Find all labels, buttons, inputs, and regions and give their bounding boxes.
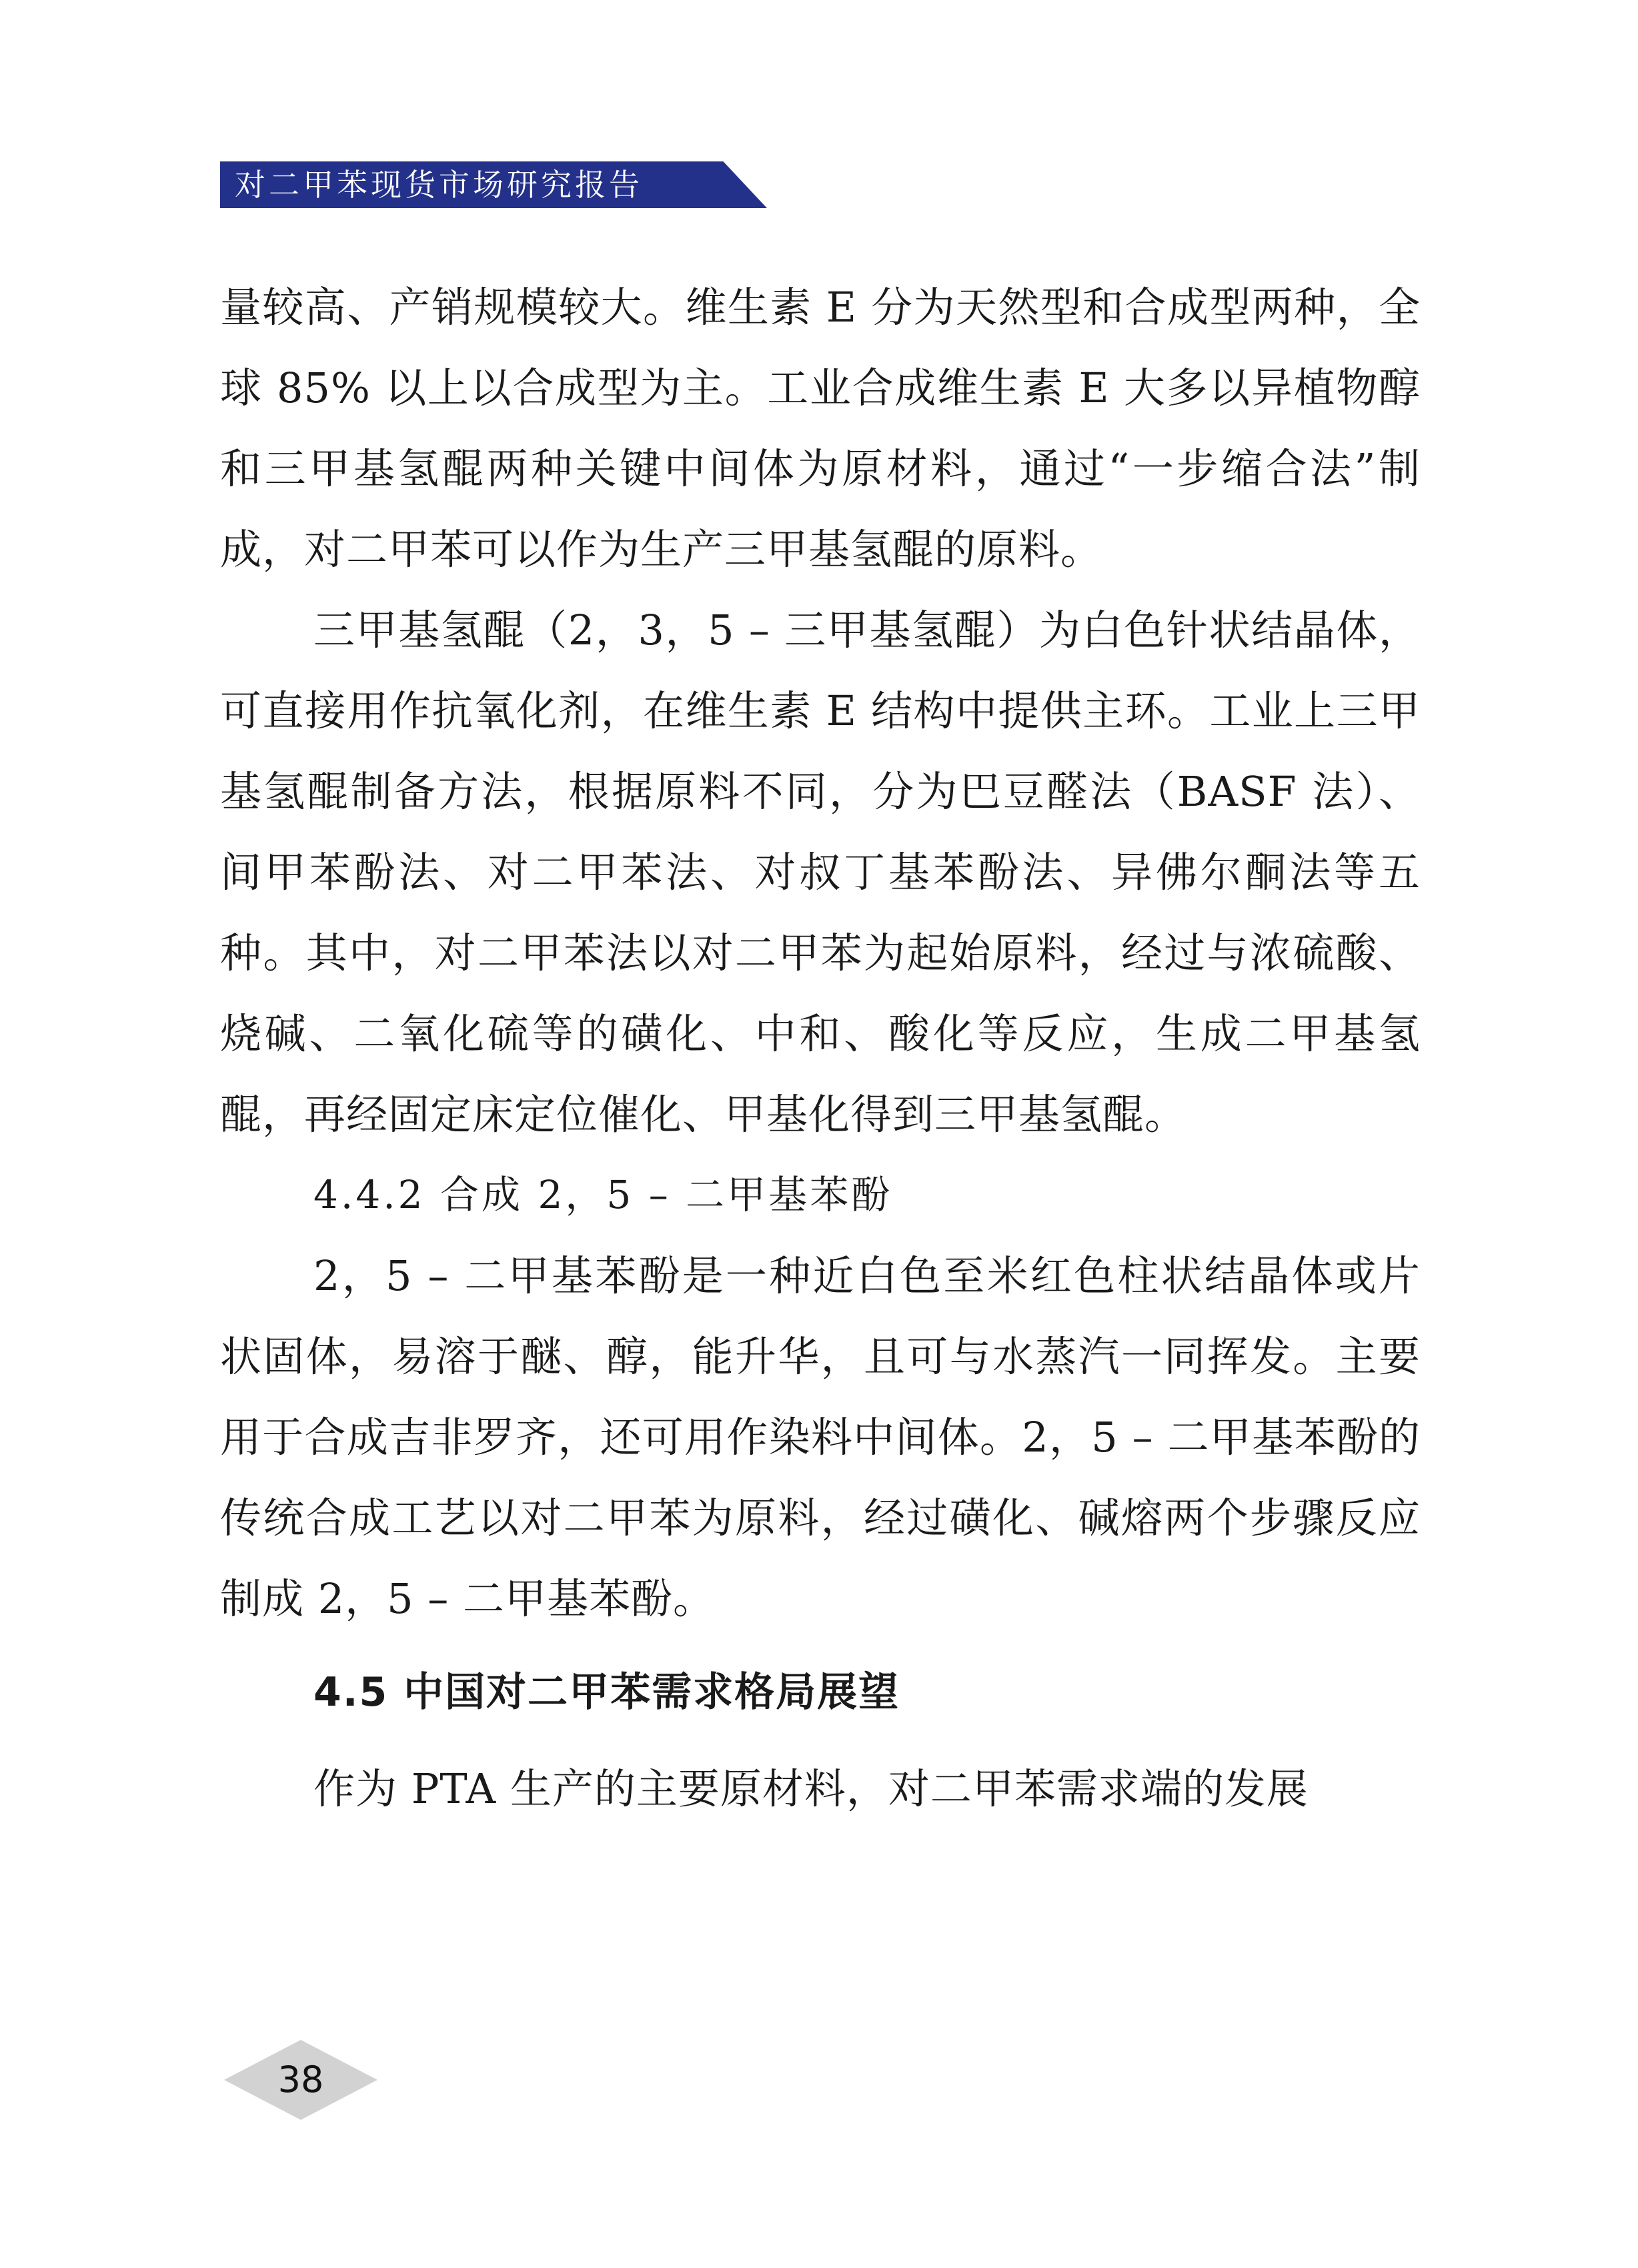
page-body <box>220 267 1421 1829</box>
subsection-heading-4-4-2: 4.4.2 合成 2，5 – 二甲基苯酚 <box>313 1172 893 1217</box>
running-header-title: 对二甲苯现货市场研究报告 <box>235 167 643 203</box>
paragraph-trimethylhydroquinone: 三甲基氢醌（2，3，5 – 三甲基氢醌）为白色针状结晶体，可直接用作抗氧化剂，在维生素 E 结构中提供主环。工业上三甲基氢醌制备方法，根据原料不同，分为巴豆醛法（BASF 法）、间甲苯酚法、对二甲苯法、对叔丁基苯酚法、异佛尔酮法等五种。其中，对二甲苯法以对二甲苯为起始原料，经过与浓硫酸、烧碱、二氧化硫等的磺化、中和、酸化等反应，生成二甲基氢醌，再经固定床定位催化、甲基化得到三甲基氢醌。 <box>220 606 1421 1139</box>
page-number: 38 <box>277 2059 324 2101</box>
paragraph-pta-demand: 作为 PTA 生产的主要原材料，对二甲苯需求端的发展 <box>313 1764 1309 1813</box>
paragraph-dimethylphenol: 2，5 – 二甲基苯酚是一种近白色至米红色柱状结晶体或片状固体，易溶于醚、醇，能升华，且可与水蒸汽一同挥发。主要用于合成吉非罗齐，还可用作染料中间体。2，5 – 二甲基苯酚的传统合成工艺以对二甲苯为原料，经过磺化、碱熔两个步骤反应制成 2，5 – 二甲基苯酚。 <box>220 1251 1421 1623</box>
paragraph-vitamin-e: 量较高、产销规模较大。维生素 E 分为天然型和合成型两种，全球 85% 以上以合成型为主。工业合成维生素 E 大多以异植物醇和三甲基氢醌两种关键中间体为原材料，通过“一步缩合法”制成，对二甲苯可以作为生产三甲基氢醌的原料。 <box>220 283 1421 574</box>
section-heading-4-5: 4.5 中国对二甲苯需求格局展望 <box>313 1669 900 1716</box>
